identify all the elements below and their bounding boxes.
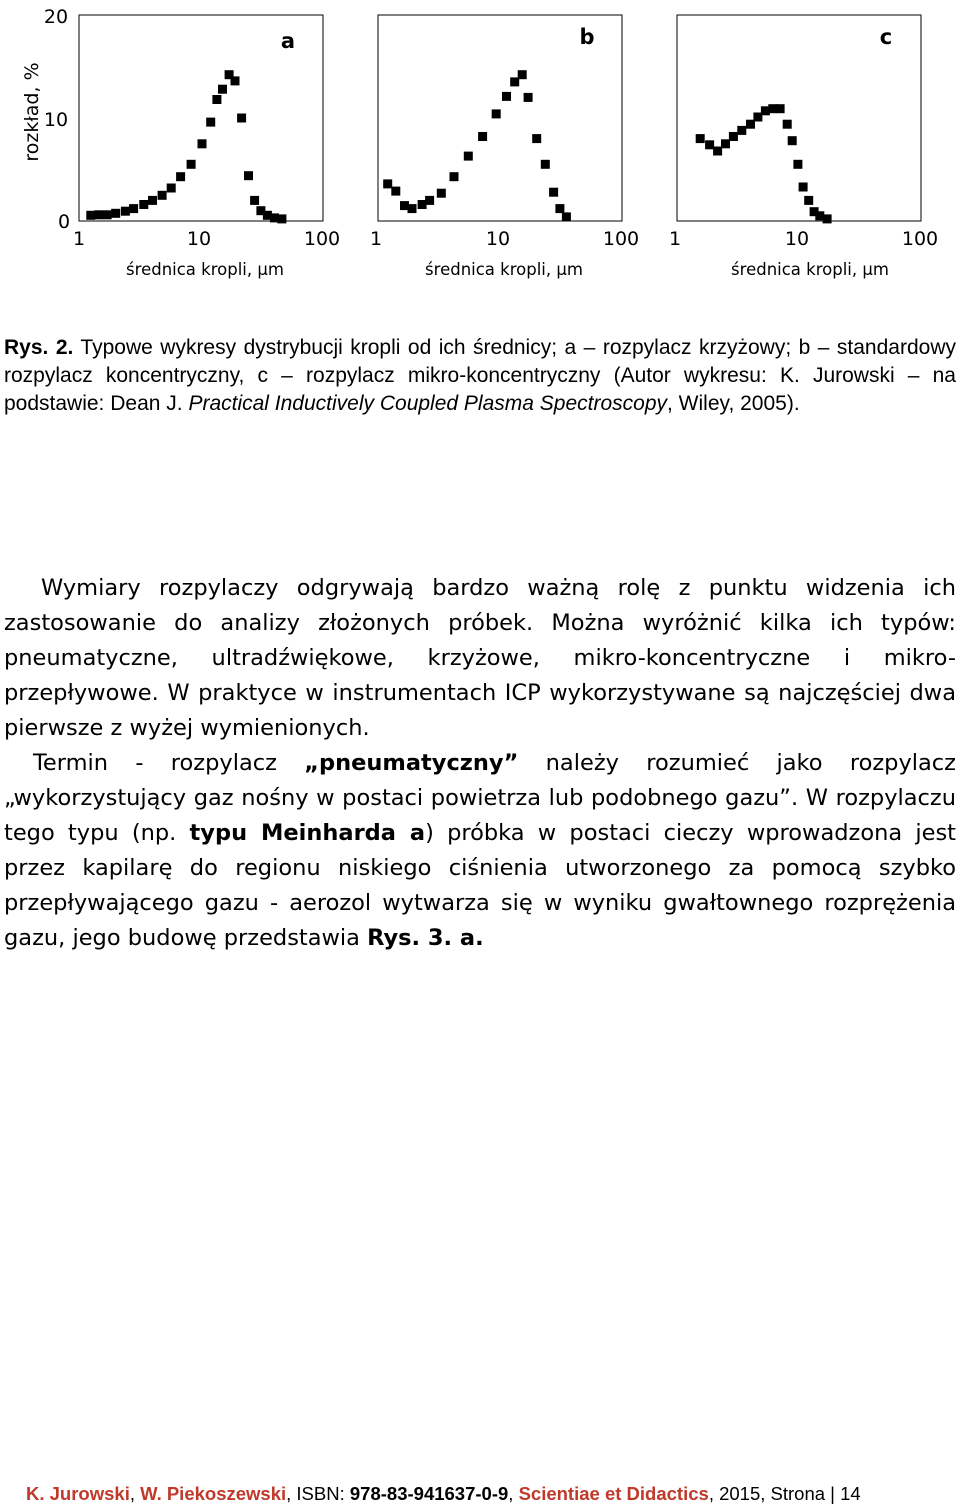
x-axis-label: średnica kropli, μm bbox=[126, 260, 284, 279]
data-point bbox=[86, 211, 95, 220]
data-point bbox=[244, 171, 253, 180]
data-point bbox=[478, 132, 487, 141]
data-point bbox=[804, 196, 813, 205]
data-point bbox=[464, 152, 473, 161]
x-axis-label: średnica kropli, μm bbox=[731, 260, 889, 279]
data-point bbox=[212, 95, 221, 104]
x-tick-label: 100 bbox=[602, 228, 640, 250]
footer-isbn-label: , ISBN: bbox=[286, 1483, 350, 1504]
data-point bbox=[492, 109, 501, 118]
data-point bbox=[103, 210, 112, 219]
data-point bbox=[237, 114, 246, 123]
data-point bbox=[158, 191, 167, 200]
data-point bbox=[218, 85, 227, 94]
chart-panel-c bbox=[669, 15, 938, 279]
data-point bbox=[383, 179, 392, 188]
paragraph-text: należy rozumieć jako rozpylacz „wykorzystujący gaz nośny w postaci powietrza lub podobnego gazu”. W rozpylaczu tego typu (np. bbox=[4, 750, 956, 846]
data-point bbox=[277, 214, 286, 223]
figure-droplet-distribution bbox=[0, 0, 960, 300]
body-text bbox=[4, 571, 956, 956]
y-tick-label: 20 bbox=[43, 6, 69, 28]
footer-separator: , bbox=[129, 1483, 141, 1504]
data-point bbox=[713, 147, 722, 156]
data-point bbox=[788, 136, 797, 145]
footer-isbn: 978-83-941637-0-9 bbox=[349, 1483, 509, 1504]
data-point bbox=[437, 189, 446, 198]
footer-author: K. Jurowski bbox=[26, 1483, 130, 1504]
caption-text: Typowe wykresy dystrybucji kropli od ich średnicy; a – rozpylacz krzyżowy; b – standardowy rozpylacz koncentryczny, c – rozpylacz mikro-koncentryczny (Autor wykresu: K. Jurowski – na podstawie: Dean J. bbox=[4, 336, 956, 415]
paragraph-text: ) próbka w postaci cieczy wprowadzona jest przez kapilarę do regionu niskiego ciśnienia utworzonego za pomocą szybko przepływającego gazu - aerozol wytwarza się w wyniku gwałtownego rozprężenia gazu, jego budowę przedstawia bbox=[4, 820, 956, 951]
data-point bbox=[176, 172, 185, 181]
data-point bbox=[524, 93, 533, 102]
term-highlight: „pneumatyczny” bbox=[304, 750, 519, 776]
paragraph bbox=[4, 746, 956, 956]
panel-label-c: c bbox=[879, 25, 893, 49]
panel-label-a: a bbox=[280, 29, 296, 53]
data-point bbox=[129, 204, 138, 213]
footer-author: W. Piekoszewski bbox=[140, 1483, 287, 1504]
data-point bbox=[206, 118, 215, 127]
figure-reference: Rys. 3. a. bbox=[367, 925, 484, 951]
book-title: Spectroscopy bbox=[539, 392, 668, 415]
chart-panel-b bbox=[370, 15, 639, 279]
data-point bbox=[250, 196, 259, 205]
panel-label-b: b bbox=[579, 25, 595, 49]
y-tick-label: 0 bbox=[57, 211, 71, 233]
chart-panel-a bbox=[21, 6, 340, 279]
page-footer bbox=[26, 1482, 861, 1506]
data-point bbox=[198, 139, 207, 148]
footer-page: , 2015, Strona | 14 bbox=[708, 1483, 861, 1504]
x-tick-label: 100 bbox=[303, 228, 341, 250]
data-point bbox=[696, 134, 705, 143]
data-point bbox=[562, 212, 571, 221]
x-tick-label: 10 bbox=[186, 228, 212, 250]
data-points-b bbox=[383, 70, 571, 221]
data-point bbox=[94, 210, 103, 219]
data-point bbox=[167, 184, 176, 193]
figure-number: Rys. 2. bbox=[4, 336, 74, 359]
data-point bbox=[776, 104, 785, 113]
data-point bbox=[408, 204, 417, 213]
data-point bbox=[799, 183, 808, 192]
data-point bbox=[187, 160, 196, 169]
x-tick-label: 1 bbox=[369, 228, 383, 250]
data-point bbox=[737, 126, 746, 135]
data-point bbox=[450, 172, 459, 181]
data-point bbox=[518, 70, 527, 79]
data-point bbox=[793, 160, 802, 169]
data-point bbox=[541, 160, 550, 169]
footer-publisher: Scientiae et Didactics bbox=[518, 1483, 709, 1504]
figure-caption bbox=[4, 334, 956, 418]
data-point bbox=[148, 196, 157, 205]
paragraph-text: Termin - rozpylacz bbox=[33, 750, 305, 776]
x-tick-label: 100 bbox=[901, 228, 939, 250]
data-point bbox=[783, 120, 792, 129]
x-axis-label: średnica kropli, μm bbox=[425, 260, 583, 279]
x-tick-label: 1 bbox=[72, 228, 86, 250]
caption-text: , Wiley, 2005). bbox=[667, 392, 800, 415]
y-axis-label: rozkład, % bbox=[21, 62, 43, 162]
data-point bbox=[231, 76, 240, 85]
data-points-a bbox=[86, 70, 286, 223]
data-point bbox=[729, 132, 738, 141]
footer-separator: , bbox=[508, 1483, 519, 1504]
data-point bbox=[823, 214, 832, 223]
data-point bbox=[139, 200, 148, 209]
data-point bbox=[391, 187, 400, 196]
data-points-c bbox=[696, 104, 832, 223]
x-tick-label: 10 bbox=[485, 228, 511, 250]
book-title: Practical Inductively Coupled Plasma bbox=[188, 392, 534, 415]
data-point bbox=[549, 188, 558, 197]
data-point bbox=[555, 204, 564, 213]
data-point bbox=[532, 134, 541, 143]
y-tick-label: 10 bbox=[43, 109, 69, 131]
x-tick-label: 1 bbox=[668, 228, 682, 250]
data-point bbox=[425, 196, 434, 205]
data-point bbox=[121, 207, 130, 216]
term-highlight: typu Meinharda a bbox=[189, 820, 426, 846]
data-point bbox=[705, 140, 714, 149]
data-point bbox=[502, 92, 511, 101]
data-point bbox=[111, 209, 120, 218]
paragraph: Wymiary rozpylaczy odgrywają bardzo ważną rolę z punktu widzenia ich zastosowanie do analizy złożonych próbek. Można wyróżnić kilka ich typów: pneumatyczne, ultradźwiękowe, krzyżowe, mikro-koncentryczne i mikro-przepływowe. W praktyce w instrumentach ICP wykorzystywane są najczęściej dwa pierwsze z wyżej wymienionych. bbox=[4, 575, 956, 741]
x-tick-label: 10 bbox=[784, 228, 810, 250]
data-point bbox=[721, 139, 730, 148]
